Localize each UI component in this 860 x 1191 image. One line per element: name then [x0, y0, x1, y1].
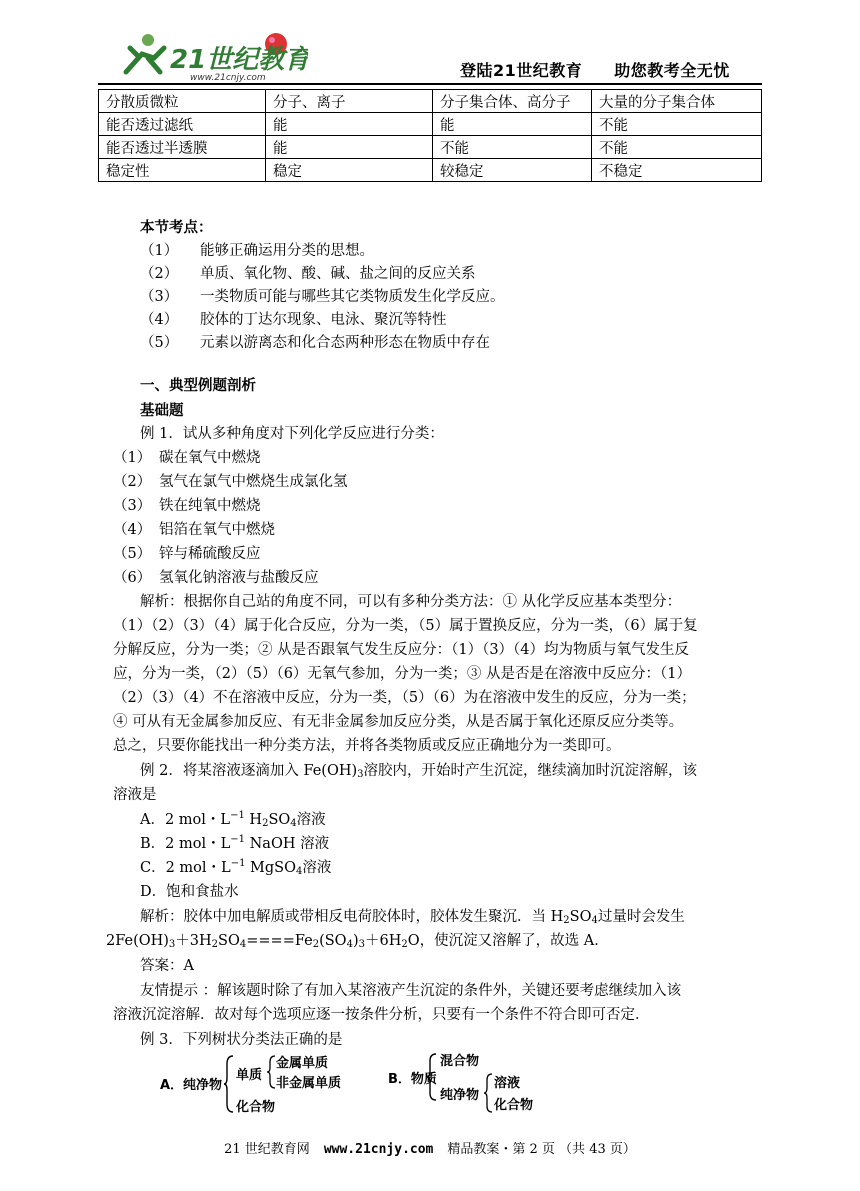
example1-item: （1） 碳在氧气中燃烧 [113, 450, 261, 466]
table-cell: 能否透过半透膜 [99, 136, 266, 159]
example1-question: 例 1．试从多种角度对下列化学反应进行分类： [140, 426, 444, 442]
tree-b-node-mixture: 混合物 [440, 1054, 480, 1069]
key-point-item: （4） 胶体的丁达尔现象、电泳、聚沉等特性 [140, 312, 447, 328]
example2-tip-line2: 溶液沉淀溶解．故对每个选项应逐一按条件分析，只要有一个条件不符合即可否定． [113, 1007, 650, 1023]
table-cell: 不能 [592, 136, 762, 159]
header-slogan [460, 58, 730, 81]
slogan-right: 助您教考全无忧 [614, 61, 730, 80]
example1-analysis-line: ④ 可从有无金属参加反应、有无非金属参加反应分类，从是否属于氧化还原反应分类等。 [113, 714, 684, 730]
brace-icon [223, 1054, 235, 1114]
table-cell: 不稳定 [592, 159, 762, 182]
table-row [99, 159, 762, 182]
table-cell: 不能 [592, 113, 762, 136]
example2-equation: $2Fe(OH)_3+3H_2SO_4====Fe_2(SO_4)_3+6H_2O$，使沉淀又溶解了，故选 A． [106, 933, 609, 950]
example1-item: （6） 氢氧化钠溶液与盐酸反应 [113, 570, 319, 586]
key-point-item: （2） 单质、氧化物、酸、碱、盐之间的反应关系 [140, 266, 476, 282]
tree-b-leaf-solution: 溶液 [494, 1076, 521, 1091]
section-subtitle: 基础题 [140, 402, 184, 419]
tree-a-leaf-nonmetal: 非金属单质 [276, 1076, 342, 1091]
tree-a-label: A．纯净物 [160, 1078, 223, 1093]
table-cell: 分散质微粒 [99, 90, 266, 113]
example1-item: （3） 铁在纯氧中燃烧 [113, 498, 261, 514]
logo-text: 21世纪教育 [170, 45, 308, 75]
table-cell: 稳定 [266, 159, 433, 182]
example2-analysis: 解析：胶体中加电解质或带相反电荷胶体时，胶体发生聚沉．当 $H_2SO_4$过量时会发生 [140, 909, 685, 926]
key-point-item: （5） 元素以游离态和化合态两种形态在物质中存在 [140, 335, 490, 351]
page-footer [0, 1138, 860, 1157]
table-cell: 能 [266, 113, 433, 136]
key-point-item: （3） 一类物质可能与哪些其它类物质发生化学反应。 [140, 289, 505, 305]
key-point-item: （1） 能够正确运用分类的思想。 [140, 243, 374, 259]
logo-url: www.21cnjy.com [190, 73, 266, 83]
footer-page-info: 精品教案・第 2 页 （共 43 页） [447, 1142, 636, 1157]
option-a: A．2 mol・$L^{-1}$ $H_2SO_4$溶液 [140, 810, 326, 829]
table-cell: 分子、离子 [266, 90, 433, 113]
dispersion-comparison-table [98, 89, 762, 182]
tree-a-node-elementary: 单质 [236, 1068, 263, 1083]
table-cell: 大量的分子集合体 [592, 90, 762, 113]
tree-a-node-compound: 化合物 [236, 1100, 276, 1115]
table-cell: 分子集合体、高分子 [433, 90, 592, 113]
section-title: 一、典型例题剖析 [140, 377, 256, 394]
tree-b-leaf-compound: 化合物 [494, 1098, 534, 1113]
brace-icon [426, 1052, 438, 1102]
tree-b-label: B．物质 [388, 1072, 437, 1087]
table-row [99, 113, 762, 136]
example2-question: 例 2．将某溶液逐滴加入 $Fe(OH)_3$溶胶内，开始时产生沉淀，继续滴加时沉淀溶解，该 [140, 763, 698, 780]
footer-site: 21 世纪教育网 [224, 1142, 310, 1157]
site-logo [108, 28, 308, 84]
table-cell: 能否透过滤纸 [99, 113, 266, 136]
tree-b-node-pure: 纯净物 [440, 1088, 480, 1103]
option-b: B．2 mol・$L^{-1}$ NaOH 溶液 [140, 834, 330, 852]
key-points-title: 本节考点： [140, 219, 213, 236]
table-row [99, 90, 762, 113]
brace-icon [483, 1072, 493, 1114]
example1-analysis-line: 解析：根据你自己站的角度不同，可以有多种分类方法：① 从化学反应基本类型分： [140, 594, 682, 610]
example1-item: （4） 铝箔在氧气中燃烧 [113, 522, 275, 538]
example1-analysis-line: （2）（3）（4）不在溶液中反应，分为一类，（5）（6）为在溶液中发生的反应，分为一类； [113, 690, 696, 706]
example2-tip: 友情提示 ：解该题时除了有加入某溶液产生沉淀的条件外，关键还要考虑继续加入该 [140, 983, 682, 999]
example1-analysis-line: 分解反应，分为一类；② 从是否跟氧气发生反应分：（1）（3）（4）均为物质与氧气发生反 [113, 642, 690, 658]
brace-icon [266, 1054, 276, 1090]
option-d: D．饱和食盐水 [140, 884, 239, 900]
example1-analysis-line: 总之，只要你能找出一种分类方法，并将各类物质或反应正确地分为一类即可。 [113, 738, 621, 754]
example1-analysis-line: 应，分为一类，（2）（5）（6）无氧气参加，分为一类；③ 从是否是在溶液中反应分：（1） [113, 666, 692, 682]
example2-question-line2: 溶液是 [113, 787, 157, 803]
example1-analysis-line: （1）（2）（3）（4）属于化合反应，分为一类，（5）属于置换反应，分为一类，（6）属于复 [113, 618, 698, 634]
option-c: C．2 mol・$L^{-1}$ MgSO$_4$溶液 [140, 858, 332, 877]
table-row [99, 136, 762, 159]
table-cell: 能 [433, 113, 592, 136]
example1-item: （2） 氢气在氯气中燃烧生成氯化氢 [113, 474, 348, 490]
table-cell: 稳定性 [99, 159, 266, 182]
footer-url[interactable]: www.21cnjy.com [323, 1142, 434, 1157]
slogan-left: 登陆21世纪教育 [460, 61, 583, 80]
tree-diagram-b [388, 1052, 568, 1116]
table-cell: 不能 [433, 136, 592, 159]
example2-answer: 答案：A [140, 958, 194, 974]
table-cell: 能 [266, 136, 433, 159]
tree-a-leaf-metal: 金属单质 [276, 1056, 329, 1071]
table-cell: 较稳定 [433, 159, 592, 182]
tree-diagram-a [160, 1052, 370, 1116]
example1-item: （5） 锌与稀硫酸反应 [113, 546, 261, 562]
example3-question: 例 3．下列树状分类法正确的是 [140, 1032, 343, 1048]
header-divider [98, 83, 762, 85]
